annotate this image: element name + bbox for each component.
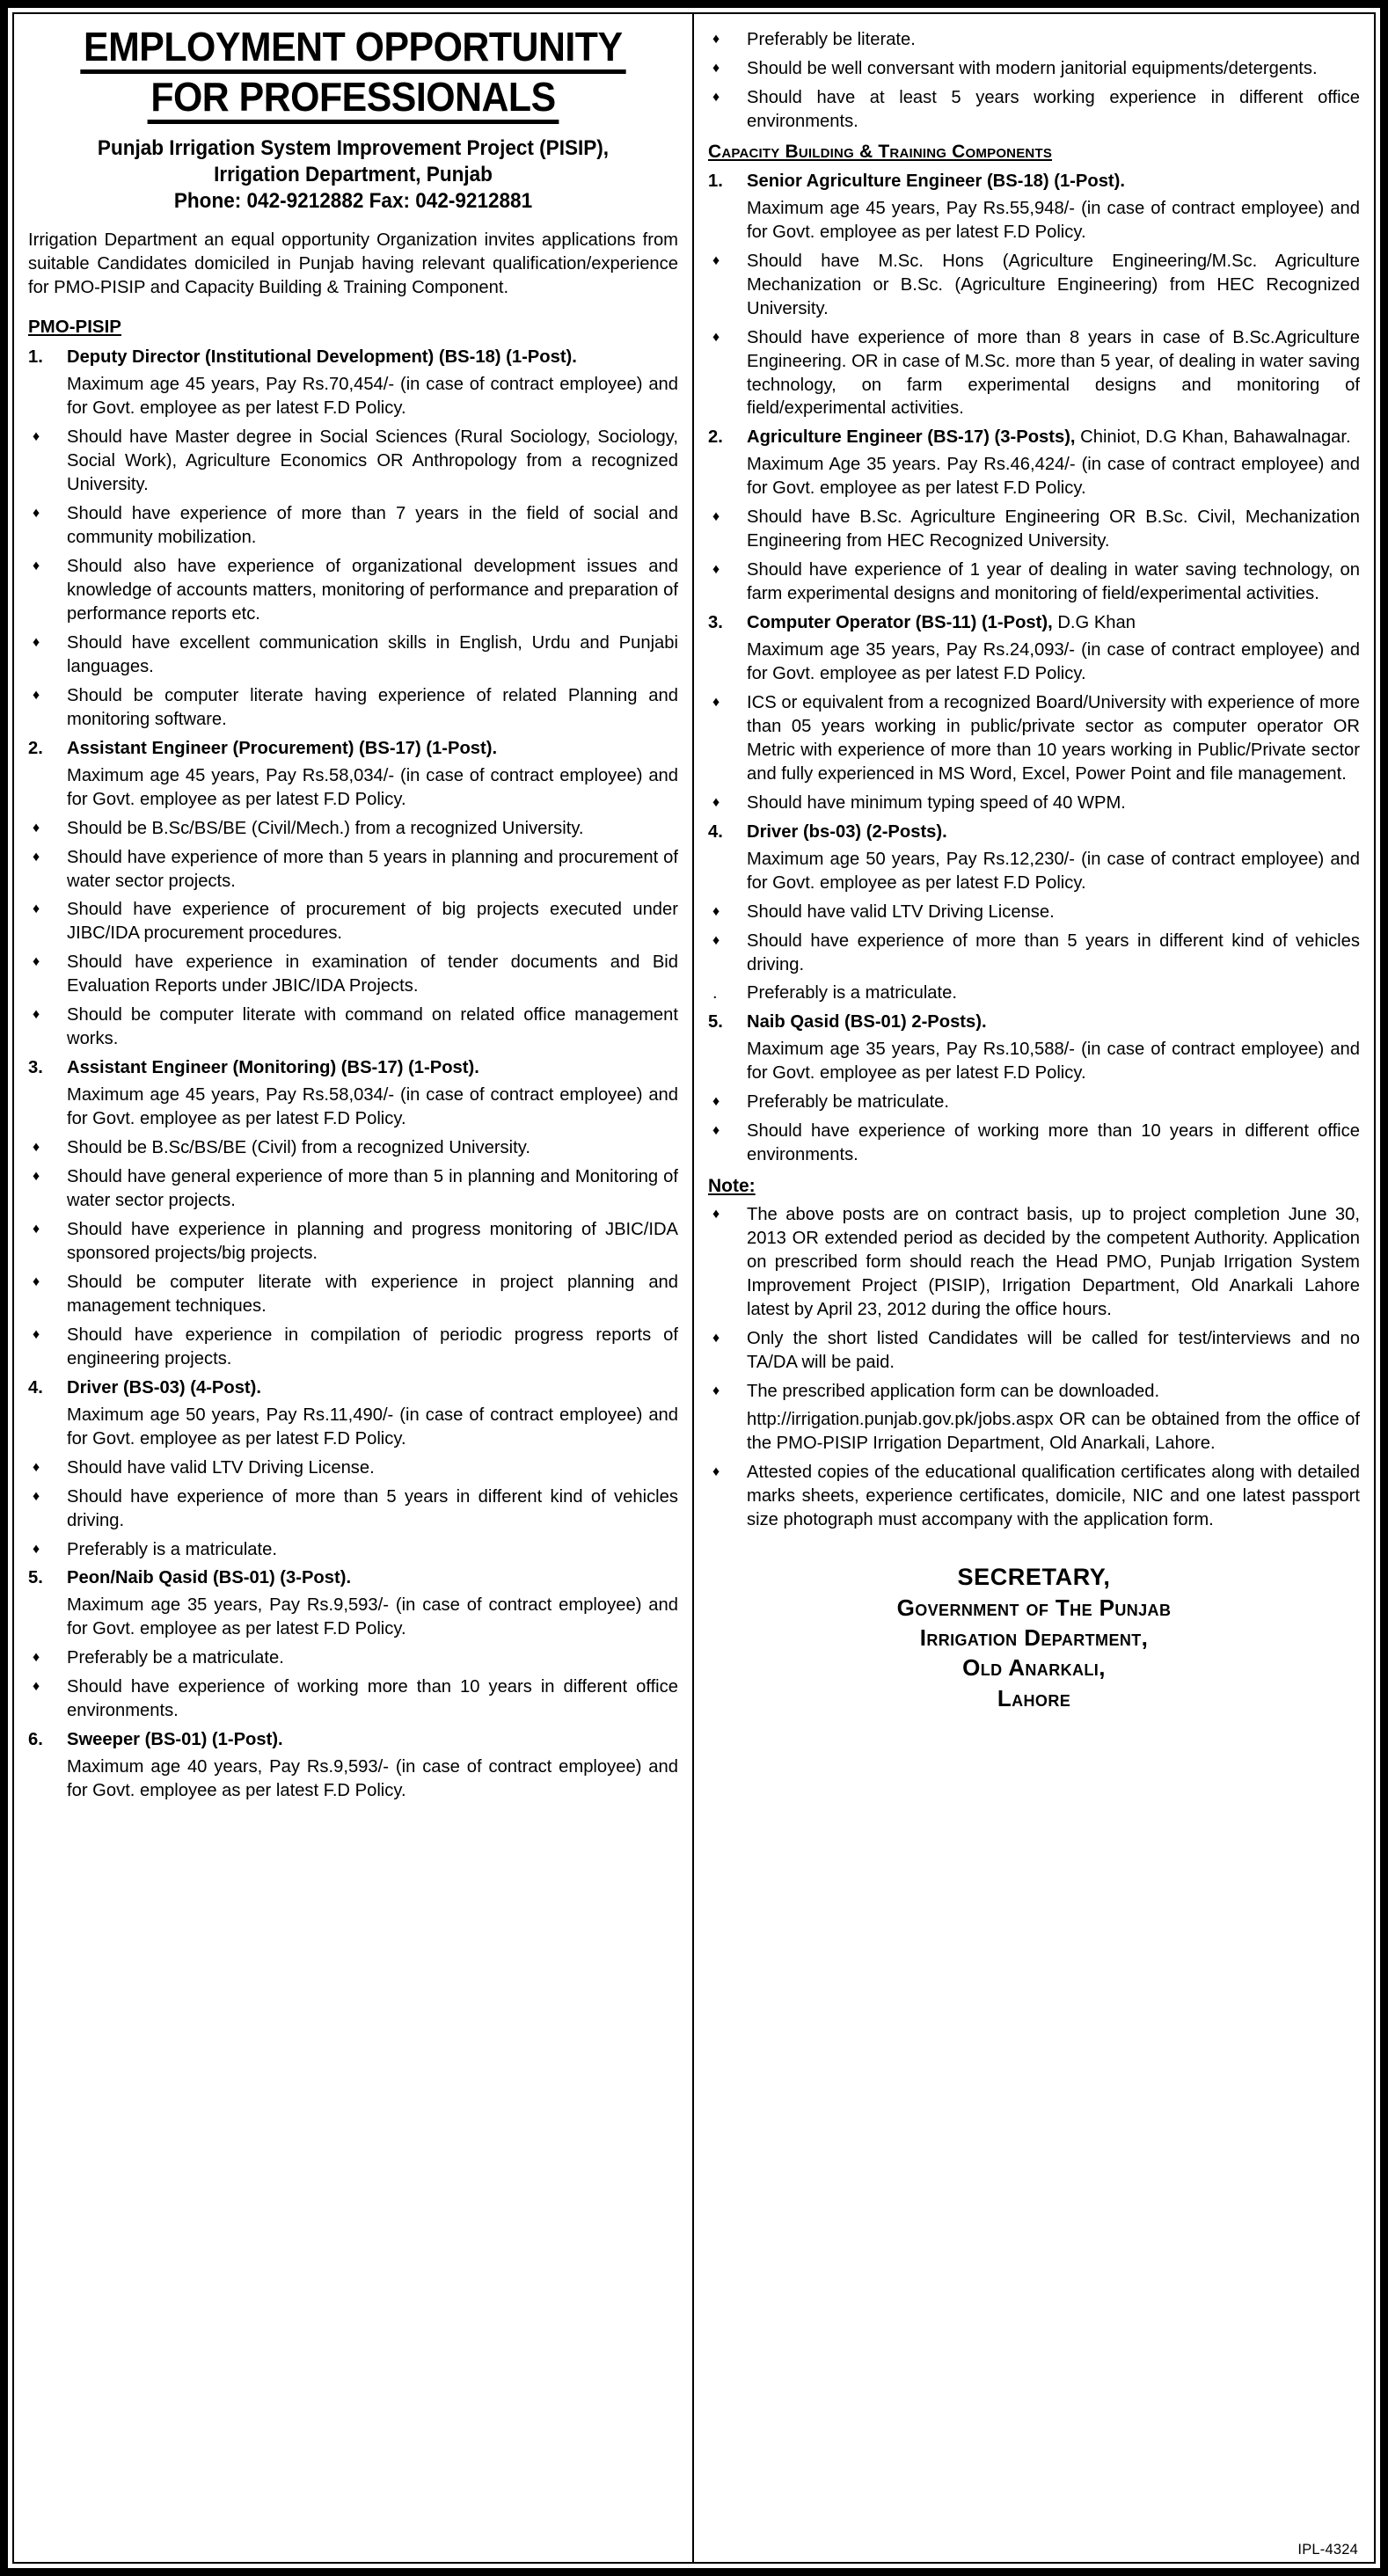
diamond-bullet-icon: ♦	[33, 1488, 40, 1504]
job-body	[747, 611, 1360, 686]
job-post	[28, 1056, 678, 1131]
ad-title-line-2: FOR PROFESSIONALS	[148, 77, 559, 124]
download-url-paragraph[interactable]: http://irrigation.punjab.gov.pk/jobs.aspx OR can be obtained from the office of the PMO-PISIP Irrigation Department, Old Anarkali, Lahore.	[747, 1409, 1360, 1453]
organization-line-2: Irrigation Department, Punjab	[214, 162, 493, 186]
requirement-text: Should be well conversant with modern janitorial equipments/detergents.	[747, 58, 1318, 78]
diamond-bullet-icon: ♦	[33, 429, 40, 445]
job-title	[67, 1376, 678, 1400]
diamond-bullet-icon: ♦	[712, 562, 720, 578]
requirement-text: ICS or equivalent from a recognized Board/University with experience of more than 05 years working in public/private sector as computer operator OR Metric with experience of more than 10 years working in Public/Private sector and fully experienced in MS Word, Excel, Power Point and file management.	[747, 692, 1360, 784]
requirement-bullet	[28, 1485, 678, 1533]
diamond-bullet-icon: ♦	[33, 687, 40, 703]
job-number: 5.	[708, 1012, 723, 1033]
job-pay-details: Maximum age 45 years, Pay Rs.70,454/- (in case of contract employee) and for Govt. employee as per latest F.D Policy.	[67, 375, 678, 419]
job-post	[28, 346, 678, 420]
job-body	[747, 170, 1360, 244]
requirement-bullet	[708, 326, 1360, 421]
requirement-bullet	[708, 1120, 1360, 1167]
requirement-text: The prescribed application form can be downloaded.	[747, 1381, 1160, 1401]
requirement-bullet	[28, 1456, 678, 1480]
requirement-text: Should have experience of 1 year of dealing in water saving technology, on farm experimental designs and monitoring of field/experimental activities.	[747, 560, 1360, 604]
requirement-bullet	[28, 1136, 678, 1160]
signature-line-3: Irrigation Department,	[919, 1624, 1149, 1652]
pmo-post-list	[28, 346, 678, 1803]
diamond-bullet-icon: ♦	[33, 506, 40, 522]
job-location: Chiniot, D.G Khan, Bahawalnagar.	[1075, 427, 1351, 448]
job-body	[67, 737, 678, 812]
job-pay-details: Maximum age 45 years, Pay Rs.58,034/- (in case of contract employee) and for Govt. employee as per latest F.D Policy.	[67, 1085, 678, 1129]
diamond-bullet-icon: ♦	[712, 1331, 720, 1346]
organization-block	[55, 135, 653, 215]
job-post	[28, 1566, 678, 1641]
contact-line: Phone: 042-9212882 Fax: 042-9212881	[173, 188, 533, 213]
requirement-bullet	[28, 846, 678, 894]
inner-border	[12, 12, 1376, 2564]
job-body	[67, 346, 678, 420]
requirement-bullet	[28, 1218, 678, 1266]
dot-bullet-icon: .	[712, 983, 718, 1003]
diamond-bullet-icon: ♦	[33, 849, 40, 865]
signature-block	[708, 1562, 1360, 1713]
requirement-bullet	[708, 1461, 1360, 1532]
requirement-bullet	[708, 57, 1360, 81]
job-title	[67, 737, 678, 761]
requirement-text: Should have M.Sc. Hons (Agriculture Engineering/M.Sc. Agriculture Mechanization or B.Sc. (Agriculture Engineering) from HEC Recognized University.	[747, 251, 1360, 318]
diamond-bullet-icon: ♦	[712, 32, 720, 47]
diamond-bullet-icon: ♦	[712, 509, 720, 525]
diamond-bullet-icon: ♦	[33, 558, 40, 573]
job-title-text: Naib Qasid (BS-01) 2-Posts).	[747, 1012, 987, 1033]
job-pay-details: Maximum age 45 years, Pay Rs.58,034/- (in case of contract employee) and for Govt. employee as per latest F.D Policy.	[67, 765, 678, 809]
diamond-bullet-icon: ♦	[712, 903, 720, 919]
masthead	[28, 26, 678, 214]
requirement-bullet	[28, 555, 678, 626]
diamond-bullet-icon: ♦	[712, 932, 720, 948]
requirement-text: Should have experience in planning and progress monitoring of JBIC/IDA sponsored projects/big projects.	[67, 1219, 678, 1263]
job-post	[28, 1376, 678, 1451]
diamond-bullet-icon: ♦	[33, 1221, 40, 1237]
job-body	[747, 426, 1360, 500]
requirement-text: Preferably be a matriculate.	[67, 1648, 284, 1668]
diamond-bullet-icon: ♦	[33, 901, 40, 917]
requirement-bullet	[28, 631, 678, 679]
requirement-bullet	[708, 506, 1360, 553]
requirement-text: Should have experience of more than 7 years in the field of social and community mobilization.	[67, 504, 678, 548]
job-pay-details: Maximum age 40 years, Pay Rs.9,593/- (in case of contract employee) and for Govt. employee as per latest F.D Policy.	[67, 1757, 678, 1800]
job-pay-details: Maximum age 50 years, Pay Rs.12,230/- (in case of contract employee) and for Govt. employee as per latest F.D Policy.	[747, 849, 1360, 893]
job-title-text: Driver (bs-03) (2-Posts).	[747, 821, 947, 842]
job-body	[67, 1376, 678, 1451]
diamond-bullet-icon: ♦	[33, 1007, 40, 1023]
reference-code: IPL-4324	[1297, 2542, 1358, 2558]
signature-line-1: SECRETARY,	[957, 1563, 1111, 1590]
diamond-bullet-icon: ♦	[712, 1207, 720, 1222]
job-title	[747, 170, 1360, 193]
job-body	[747, 1011, 1360, 1085]
requirement-bullet	[28, 1271, 678, 1318]
left-column	[14, 14, 694, 2562]
job-title: Sweeper (BS-01) (1-Post).	[67, 1730, 283, 1750]
requirement-text: Should have experience in compilation of periodic progress reports of engineering projects.	[67, 1324, 678, 1368]
signature-line-2: Government of The Punjab	[896, 1594, 1172, 1621]
requirement-text: Should have Master degree in Social Sciences (Rural Sociology, Sociology, Social Work), Agriculture Economics OR Anthropology from a recognized University.	[67, 427, 678, 495]
requirement-bullet	[28, 1324, 678, 1371]
requirement-text: Preferably is a matriculate.	[67, 1539, 277, 1559]
requirement-text: Should have excellent communication skills in English, Urdu and Punjabi languages.	[67, 632, 678, 676]
job-title-text: Driver (BS-03) (4-Post).	[67, 1377, 261, 1397]
job-title	[67, 346, 678, 369]
diamond-bullet-icon: ♦	[33, 1169, 40, 1185]
job-number: 1.	[28, 347, 43, 368]
note-list	[708, 1203, 1360, 1532]
requirement-bullet	[28, 817, 678, 841]
job-number: 4.	[28, 1377, 43, 1397]
job-pay-details: Maximum age 35 years, Pay Rs.10,588/- (in case of contract employee) and for Govt. employee as per latest F.D Policy.	[747, 1040, 1360, 1084]
requirement-text: Preferably be matriculate.	[747, 1092, 950, 1113]
job-post	[708, 611, 1360, 686]
right-column	[694, 14, 1374, 2562]
job-post	[708, 170, 1360, 244]
requirement-text: Should have experience of working more than 10 years in different office environments.	[67, 1677, 678, 1721]
requirement-text: Should have general experience of more than 5 in planning and Monitoring of water sector projects.	[67, 1167, 678, 1211]
ad-title-line-1: EMPLOYMENT OPPORTUNITY	[81, 26, 626, 74]
requirement-bullet	[708, 982, 1360, 1005]
requirement-text: Should have experience of working more than 10 years in different office environments.	[747, 1121, 1360, 1165]
requirement-bullet	[708, 558, 1360, 606]
requirement-bullet	[28, 1003, 678, 1051]
diamond-bullet-icon: ♦	[712, 794, 720, 810]
capacity-post-list	[708, 170, 1360, 1167]
requirement-bullet	[28, 1538, 678, 1562]
requirement-bullet	[708, 1327, 1360, 1375]
requirement-bullet	[708, 1203, 1360, 1322]
section-heading-note: Note:	[708, 1176, 756, 1197]
job-number: 1.	[708, 171, 723, 191]
job-number: 6.	[28, 1730, 43, 1750]
diamond-bullet-icon: ♦	[33, 1459, 40, 1475]
job-number: 4.	[708, 821, 723, 842]
diamond-bullet-icon: ♦	[33, 1273, 40, 1289]
diamond-bullet-icon: ♦	[712, 694, 720, 710]
diamond-bullet-icon: ♦	[712, 1123, 720, 1139]
job-body	[67, 1566, 678, 1641]
requirement-text: Should have experience of more than 5 years in different kind of vehicles driving.	[747, 930, 1360, 974]
requirement-bullet	[708, 1380, 1360, 1404]
job-number: 3.	[708, 613, 723, 633]
requirement-bullet	[28, 1675, 678, 1723]
job-post	[708, 426, 1360, 500]
requirement-text: Should be B.Sc/BS/BE (Civil/Mech.) from a recognized University.	[67, 818, 584, 838]
requirement-text: Should be B.Sc/BS/BE (Civil) from a recognized University.	[67, 1138, 530, 1158]
job-title-text: Assistant Engineer (Monitoring) (BS-17) (1-Post).	[67, 1058, 479, 1078]
requirement-bullet	[28, 426, 678, 497]
job-number: 2.	[708, 427, 723, 448]
requirement-bullet	[28, 1165, 678, 1213]
intro-paragraph: Irrigation Department an equal opportunity Organization invites applications from suitable Candidates domiciled in Punjab having relevant qualification/experience for PMO-PISIP and Capacity Building & Training Component.	[28, 230, 678, 298]
job-body	[747, 821, 1360, 895]
requirement-bullet	[708, 86, 1360, 134]
job-title	[67, 1566, 678, 1590]
requirement-text: Preferably be literate.	[747, 30, 916, 49]
requirement-text: Should have experience of procurement of big projects executed under JIBC/IDA procurement procedures.	[67, 900, 678, 944]
diamond-bullet-icon: ♦	[33, 954, 40, 970]
job-title	[747, 821, 1360, 844]
requirement-text: Should be computer literate with command on related office management works.	[67, 1005, 678, 1049]
diamond-bullet-icon: ♦	[712, 1463, 720, 1479]
diamond-bullet-icon: ♦	[712, 60, 720, 76]
requirement-bullet	[28, 898, 678, 945]
job-pay-details: Maximum age 35 years, Pay Rs.9,593/- (in case of contract employee) and for Govt. employee as per latest F.D Policy.	[67, 1595, 678, 1639]
requirement-text: Should have experience of more than 5 years in planning and procurement of water sector projects.	[67, 847, 678, 891]
job-number: 2.	[28, 738, 43, 758]
requirement-text: Attested copies of the educational qualification certificates along with detailed marks sheets, experience certificates, domicile, NIC and one latest passport size photograph must accompany with the application form.	[747, 1462, 1360, 1529]
requirement-text: Should have experience in examination of tender documents and Bid Evaluation Reports under JBIC/IDA Projects.	[67, 952, 678, 996]
signature-line-5: Lahore	[997, 1684, 1071, 1711]
diamond-bullet-icon: ♦	[33, 1679, 40, 1695]
requirement-text: Should have valid LTV Driving License.	[747, 901, 1055, 922]
job-pay-details: Maximum age 45 years, Pay Rs.55,948/- (in case of contract employee) and for Govt. employee as per latest F.D Policy.	[747, 198, 1360, 242]
requirement-text: Should have B.Sc. Agriculture Engineering OR B.Sc. Civil, Mechanization Engineering from HEC Recognized University.	[747, 507, 1360, 551]
requirement-bullet	[708, 930, 1360, 977]
sweeper-continuation	[708, 28, 1360, 134]
requirement-text: Preferably is a matriculate.	[747, 983, 957, 1003]
job-post	[708, 1011, 1360, 1085]
requirement-text: The above posts are on contract basis, up to project completion June 30, 2013 OR extended period as decided by the competent Authority. Application on prescribed form should reach the Head PMO, Punjab Irrigation System Improvement Project (PISIP), Irrigation Department, Old Anarkali Lahore latest by April 23, 2012 during the office hours.	[747, 1205, 1360, 1320]
requirement-text: Should also have experience of organizational development issues and knowledge of accounts matters, monitoring of performance and preparation of performance reports etc.	[67, 556, 678, 624]
job-pay-details: Maximum age 50 years, Pay Rs.11,490/- (in case of contract employee) and for Govt. employee as per latest F.D Policy.	[67, 1405, 678, 1449]
job-location: D.G Khan	[1052, 613, 1136, 633]
job-title-text: Deputy Director (Institutional Development) (BS-18) (1-Post).	[67, 347, 577, 368]
requirement-bullet	[28, 1646, 678, 1670]
diamond-bullet-icon: ♦	[712, 329, 720, 345]
requirement-bullet	[708, 250, 1360, 321]
requirement-bullet	[708, 901, 1360, 924]
diamond-bullet-icon: ♦	[33, 820, 40, 836]
job-number: 5.	[28, 1568, 43, 1588]
job-title	[747, 611, 1360, 635]
job-title	[67, 1056, 678, 1080]
requirement-bullet	[28, 951, 678, 998]
diamond-bullet-icon: ♦	[33, 634, 40, 650]
job-title-text: Agriculture Engineer (BS-17) (3-Posts),	[747, 427, 1076, 448]
job-title-text: Peon/Naib Qasid (BS-01) (3-Post).	[67, 1568, 352, 1588]
requirement-bullet	[708, 1091, 1360, 1114]
job-pay-details: Maximum age 35 years, Pay Rs.24,093/- (in case of contract employee) and for Govt. employee as per latest F.D Policy.	[747, 639, 1360, 683]
diamond-bullet-icon: ♦	[712, 252, 720, 268]
requirement-bullet	[708, 792, 1360, 815]
requirement-text: Should be computer literate with experience in project planning and management techniques.	[67, 1272, 678, 1316]
requirement-bullet	[708, 691, 1360, 786]
requirement-text: Should have experience of more than 8 years in case of B.Sc.Agriculture Engineering. OR in case of M.Sc. more than 5 year, of dealing in water saving technology, on farm experimental designs and monitoring of field/experimental activities.	[747, 327, 1360, 419]
job-body	[67, 1728, 678, 1803]
diamond-bullet-icon: ♦	[712, 89, 720, 105]
organization-line-1: Punjab Irrigation System Improvement Project (PISIP),	[97, 135, 610, 160]
section-heading-capacity-building: Capacity Building & Training Components	[708, 141, 1053, 162]
diamond-bullet-icon: ♦	[33, 1541, 40, 1557]
requirement-text: Should have valid LTV Driving License.	[67, 1457, 375, 1478]
diamond-bullet-icon: ♦	[33, 1326, 40, 1342]
job-post	[28, 737, 678, 812]
job-title-text: Computer Operator (BS-11) (1-Post),	[747, 613, 1053, 633]
requirement-bullet	[28, 502, 678, 550]
requirement-text: Should have experience of more than 5 years in different kind of vehicles driving.	[67, 1486, 678, 1530]
job-number: 3.	[28, 1058, 43, 1078]
job-post	[708, 821, 1360, 895]
diamond-bullet-icon: ♦	[33, 1140, 40, 1156]
diamond-bullet-icon: ♦	[712, 1383, 720, 1398]
job-title-text: Senior Agriculture Engineer (BS-18) (1-Post).	[747, 171, 1125, 191]
signature-line-4: Old Anarkali,	[962, 1654, 1106, 1682]
requirement-text: Should have minimum typing speed of 40 WPM.	[747, 792, 1126, 813]
job-pay-details: Maximum Age 35 years. Pay Rs.46,424/- (in case of contract employee) and for Govt. employee as per latest F.D Policy.	[747, 455, 1360, 499]
requirement-bullet	[708, 28, 1360, 52]
requirement-bullet	[28, 684, 678, 732]
section-heading-pmo: PMO-PISIP	[28, 317, 121, 338]
requirement-text: Only the short listed Candidates will be called for test/interviews and no TA/DA will be paid.	[747, 1329, 1360, 1372]
job-body	[67, 1056, 678, 1131]
requirement-text: Should be computer literate having experience of related Planning and monitoring software.	[67, 685, 678, 729]
job-title	[747, 1011, 1360, 1034]
job-title-text: Assistant Engineer (Procurement) (BS-17) (1-Post).	[67, 738, 498, 758]
requirement-text: Should have at least 5 years working experience in different office environments.	[747, 87, 1360, 131]
diamond-bullet-icon: ♦	[33, 1650, 40, 1666]
diamond-bullet-icon: ♦	[712, 1094, 720, 1110]
job-post	[28, 1728, 678, 1803]
job-title	[747, 426, 1360, 449]
